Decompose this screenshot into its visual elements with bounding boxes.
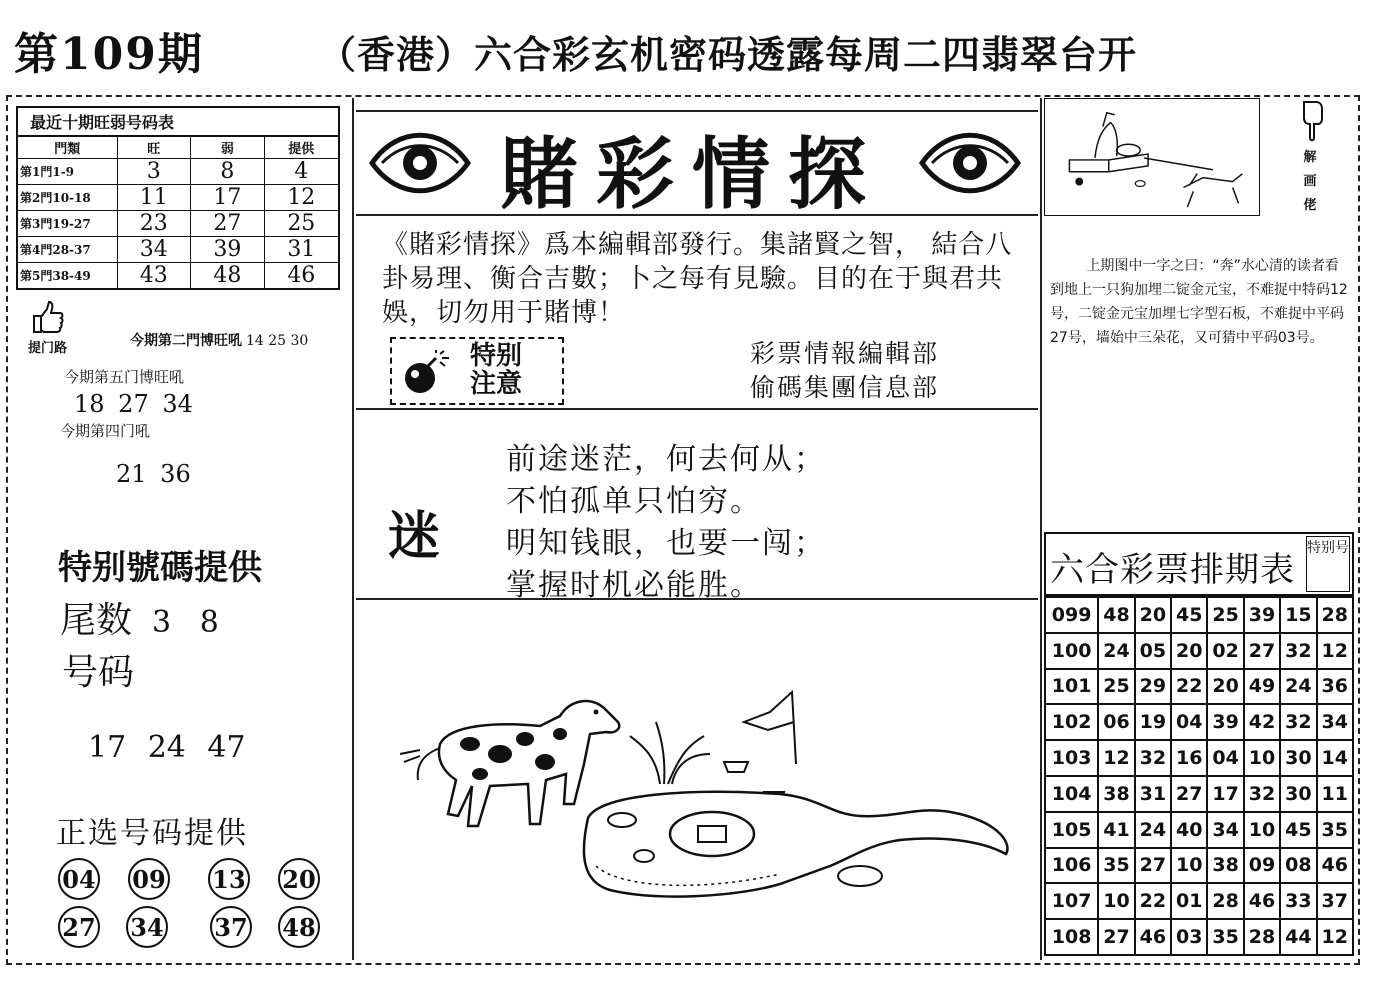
schedule-number-cell: 32 (1280, 633, 1316, 669)
schedule-number-cell: 30 (1280, 776, 1316, 812)
riddle-char: 迷 (388, 507, 441, 567)
schedule-number-cell: 39 (1244, 597, 1280, 633)
schedule-number-cell: 06 (1098, 704, 1134, 740)
table-row (1045, 633, 1353, 669)
tip-label: 提门路 (28, 341, 68, 356)
schedule-number-cell: 24 (1280, 669, 1316, 705)
table-row (17, 158, 339, 184)
bomb-icon (402, 350, 456, 396)
brand-title: 賭彩情探 (500, 129, 885, 220)
schedule-number-cell: 37 (1317, 883, 1353, 919)
intro-paragraph: 《賭彩情探》爲本編輯部發行。集諸賢之智， 結合八卦易理、衡合吉數；卜之每有見驗。目的在于與君共娛，切勿用于賭博！ (382, 230, 1013, 328)
table-row (1045, 848, 1353, 884)
col-header-category: 門類 (17, 136, 117, 158)
schedule-number-cell: 16 (1171, 740, 1207, 776)
recent-cell-wang: 11 (117, 184, 191, 210)
schedule-number-cell: 28 (1317, 597, 1353, 633)
recent-cell-label: 第1門1-9 (17, 158, 117, 184)
recent-table-caption: 最近十期旺弱号码表 (16, 106, 340, 135)
department-1: 彩票情報編輯部 (750, 339, 940, 368)
table-row (1045, 812, 1353, 848)
code-values: 17 24 47 (88, 730, 246, 765)
schedule-number-cell: 20 (1171, 633, 1207, 669)
number-ball: 34 (126, 906, 168, 948)
schedule-number-cell: 03 (1171, 919, 1207, 955)
tip-line-door5: 今期第五门博旺吼 (64, 368, 185, 386)
department-2: 偷碼集團信息部 (750, 373, 940, 402)
table-row (1045, 776, 1353, 812)
schedule-number-cell: 09 (1244, 848, 1280, 884)
schedule-number-cell: 14 (1317, 740, 1353, 776)
schedule-table-body (1045, 597, 1353, 955)
schedule-number-cell: 27 (1098, 919, 1134, 955)
tip-line2-numbers: 18 27 34 (74, 390, 193, 418)
tip-line-door2 (130, 330, 308, 350)
schedule-number-cell: 29 (1135, 669, 1171, 705)
page-headline: （香港）六合彩玄机密码透露每周二四翡翠台开 (318, 32, 1138, 77)
schedule-number-cell: 12 (1317, 633, 1353, 669)
recent-cell-label: 第2門10-18 (17, 184, 117, 210)
schedule-issue-cell: 107 (1045, 883, 1098, 919)
number-ball: 09 (128, 858, 170, 900)
schedule-number-cell: 12 (1098, 740, 1134, 776)
schedule-number-cell: 11 (1317, 776, 1353, 812)
recent-cell-ruo: 48 (191, 262, 265, 289)
recent-cell-tigong: 31 (264, 236, 339, 262)
number-ball: 27 (58, 906, 100, 948)
number-ball: 04 (58, 858, 100, 900)
schedule-issue-cell: 100 (1045, 633, 1098, 669)
tip-line3-numbers: 21 36 (116, 460, 191, 488)
eye-icon (918, 130, 1022, 196)
schedule-number-cell: 01 (1171, 883, 1207, 919)
schedule-number-cell: 17 (1207, 776, 1243, 812)
number-ball: 48 (278, 906, 320, 948)
issue-number: 第109期 (14, 29, 204, 80)
schedule-number-cell: 34 (1317, 704, 1353, 740)
schedule-number-cell: 20 (1135, 597, 1171, 633)
number-ball: 13 (208, 858, 250, 900)
schedule-number-cell: 22 (1171, 669, 1207, 705)
schedule-number-cell: 04 (1171, 704, 1207, 740)
schedule-number-cell: 32 (1280, 704, 1316, 740)
schedule-number-cell: 34 (1207, 812, 1243, 848)
schedule-number-cell: 28 (1207, 883, 1243, 919)
schedule-number-cell: 24 (1135, 812, 1171, 848)
table-row (1045, 883, 1353, 919)
recent-cell-label: 第5門38-49 (17, 262, 117, 289)
schedule-number-cell: 38 (1207, 848, 1243, 884)
recent-cell-tigong: 12 (264, 184, 339, 210)
schedule-number-cell: 49 (1244, 669, 1280, 705)
schedule-issue-cell: 105 (1045, 812, 1098, 848)
schedule-number-cell: 22 (1135, 883, 1171, 919)
riddle-line: 明知钱眼，也要一闯； (506, 526, 826, 561)
schedule-number-cell: 41 (1098, 812, 1134, 848)
schedule-number-cell: 12 (1317, 919, 1353, 955)
main-numbers-title: 正选号码提供 (56, 816, 248, 851)
schedule-number-cell: 44 (1280, 919, 1316, 955)
schedule-number-cell: 10 (1244, 740, 1280, 776)
schedule-number-cell: 45 (1171, 597, 1207, 633)
schedule-number-cell: 27 (1171, 776, 1207, 812)
schedule-number-cell: 32 (1244, 776, 1280, 812)
schedule-number-cell: 10 (1171, 848, 1207, 884)
schedule-issue-cell: 102 (1045, 704, 1098, 740)
recent-cell-tigong: 25 (264, 210, 339, 236)
schedule-number-cell: 36 (1317, 669, 1353, 705)
tip-line1-text: 今期第二門博旺吼 (130, 333, 242, 349)
schedule-number-cell: 38 (1098, 776, 1134, 812)
riddle-line: 掌握时机必能胜。 (506, 568, 762, 603)
schedule-number-cell: 39 (1207, 704, 1243, 740)
recent-cell-wang: 43 (117, 262, 191, 289)
recent-cell-wang: 34 (117, 236, 191, 262)
schedule-table (1044, 596, 1354, 956)
schedule-number-cell: 10 (1098, 883, 1134, 919)
schedule-number-cell: 04 (1207, 740, 1243, 776)
number-ball: 37 (210, 906, 252, 948)
recent-table-body (17, 158, 339, 289)
schedule-number-cell: 32 (1135, 740, 1171, 776)
table-row (1045, 919, 1353, 955)
schedule-issue-cell: 101 (1045, 669, 1098, 705)
notice-text: 特别注意 (470, 341, 523, 399)
recent-cell-tigong: 46 (264, 262, 339, 289)
schedule-number-cell: 02 (1207, 633, 1243, 669)
special-numbers-title: 特别號碼提供 (58, 548, 262, 588)
table-row (17, 184, 339, 210)
table-row (1045, 740, 1353, 776)
recent-cell-ruo: 27 (191, 210, 265, 236)
cow-garden-illustration (360, 604, 1036, 956)
schedule-title: 六合彩票排期表 (1050, 550, 1295, 590)
recent-cell-tigong: 4 (264, 158, 339, 184)
recent-cell-label: 第3門19-27 (17, 210, 117, 236)
table-row (1045, 597, 1353, 633)
schedule-number-cell: 05 (1135, 633, 1171, 669)
schedule-number-cell: 40 (1171, 812, 1207, 848)
schedule-issue-cell: 103 (1045, 740, 1098, 776)
schedule-number-cell: 10 (1244, 812, 1280, 848)
puzzle-illustration (1044, 98, 1260, 216)
schedule-issue-cell: 099 (1045, 597, 1098, 633)
recent-cell-wang: 3 (117, 158, 191, 184)
schedule-number-cell: 15 (1280, 597, 1316, 633)
riddle-line: 前途迷茫，何去何从； (506, 442, 826, 477)
schedule-number-cell: 27 (1244, 633, 1280, 669)
schedule-number-cell: 24 (1098, 633, 1134, 669)
number-ball: 20 (278, 858, 320, 900)
schedule-number-cell: 25 (1207, 597, 1243, 633)
table-row (1045, 704, 1353, 740)
schedule-number-cell: 35 (1207, 919, 1243, 955)
schedule-number-cell: 33 (1280, 883, 1316, 919)
recent-cell-ruo: 39 (191, 236, 265, 262)
schedule-number-cell: 48 (1098, 597, 1134, 633)
tail-number-row (60, 592, 219, 643)
schedule-number-cell: 19 (1135, 704, 1171, 740)
eye-icon (368, 130, 472, 196)
schedule-number-cell: 46 (1244, 883, 1280, 919)
schedule-number-cell: 35 (1317, 812, 1353, 848)
riddle-line: 不怕孤单只怕穷。 (506, 484, 762, 519)
tip-line1-numbers: 14 25 30 (246, 333, 309, 349)
recent-cell-wang: 23 (117, 210, 191, 236)
recent-cell-label: 第4門28-37 (17, 236, 117, 262)
puzzle-label: 解画佬 (1303, 150, 1317, 213)
schedule-number-cell: 28 (1244, 919, 1280, 955)
code-label: 号码 (62, 652, 135, 693)
schedule-number-cell: 45 (1280, 812, 1316, 848)
pointing-hand-icon (1298, 100, 1328, 142)
schedule-issue-cell: 106 (1045, 848, 1098, 884)
tip-line-door4: 今期第四门吼 (60, 422, 151, 440)
tail-label: 尾数 (60, 600, 133, 641)
schedule-number-cell: 20 (1207, 669, 1243, 705)
schedule-number-cell: 30 (1280, 740, 1316, 776)
schedule-number-cell: 42 (1244, 704, 1280, 740)
schedule-issue-cell: 108 (1045, 919, 1098, 955)
recent-cell-ruo: 8 (191, 158, 265, 184)
schedule-number-cell: 27 (1135, 848, 1171, 884)
schedule-number-cell: 31 (1135, 776, 1171, 812)
tail-values: 3 8 (152, 605, 219, 640)
table-row (17, 262, 339, 289)
table-row (1045, 669, 1353, 705)
table-row (17, 236, 339, 262)
schedule-number-cell: 25 (1098, 669, 1134, 705)
recent-hot-cold-table (16, 106, 340, 290)
table-row (17, 210, 339, 236)
thumbs-up-icon (30, 300, 66, 334)
schedule-number-cell: 46 (1135, 919, 1171, 955)
schedule-number-cell: 46 (1317, 848, 1353, 884)
recent-cell-ruo: 17 (191, 184, 265, 210)
schedule-number-cell: 35 (1098, 848, 1134, 884)
schedule-number-cell: 08 (1280, 848, 1316, 884)
puzzle-answer-text: 上期图中一字之曰：“奔”水心清的读者看到地上一只狗加埋二锭金元宝，不难捉中特码12号，二锭金元宝加埋七字型石板，不难捉中平码27号，墙始中三朵花，又可猜中平码03号。 (1050, 258, 1348, 346)
col-header-provide: 提供 (264, 136, 339, 158)
col-header-hot: 旺 (117, 136, 191, 158)
col-header-cold: 弱 (191, 136, 265, 158)
schedule-special-label: 特别号 (1306, 536, 1350, 592)
schedule-issue-cell: 104 (1045, 776, 1098, 812)
